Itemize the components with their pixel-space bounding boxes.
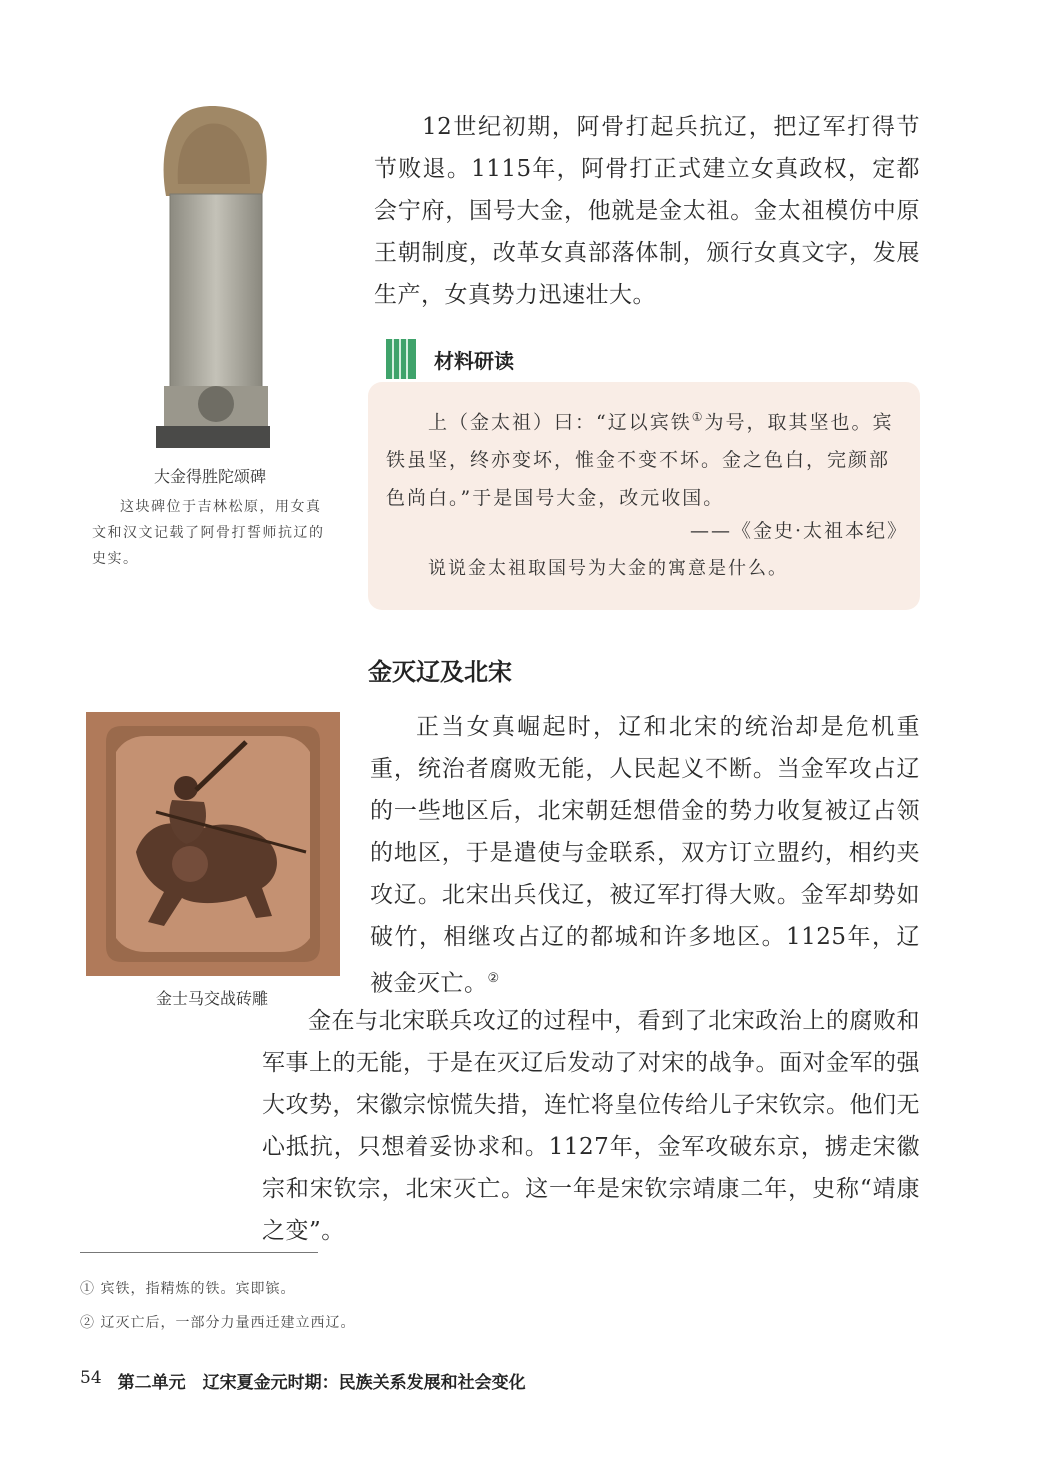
brick-caption-title: 金士马交战砖雕 bbox=[155, 989, 268, 1008]
quote-part-1: 上（金太祖）曰：“辽以宾铁 bbox=[428, 411, 692, 434]
quote-part-2: 为号，取其坚也。宾铁虽坚，终亦变坏，惟金不变不坏。金之色白，完颜部色尚白。”于是国号大金，改元收国。 bbox=[386, 411, 894, 510]
material-heading: 材料研读 bbox=[434, 348, 514, 373]
stele-photo bbox=[150, 104, 275, 450]
footnote-2: ② 辽灭亡后，一部分力量西迁建立西辽。 bbox=[80, 1315, 356, 1331]
section-heading: 金灭辽及北宋 bbox=[368, 658, 512, 686]
material-question: 说说金太祖取国号为大金的寓意是什么。 bbox=[428, 558, 788, 579]
stele-caption-title: 大金得胜陀颂碑 bbox=[153, 467, 266, 486]
page-number: 54 bbox=[80, 1368, 102, 1388]
section-paragraph-2: 金在与北宋联兵攻辽的过程中，看到了北宋政治上的腐败和军事上的无能，于是在灭辽后发动了对宋的战争。面对金军的强大攻势，宋徽宗惊慌失措，连忙将皇位传给儿子宋钦宗。他们无心抵抗，只想着妥协求和。1127年，金军攻破东京，掳走宋徽宗和宋钦宗，北宋灭亡。这一年是宋钦宗靖康二年，史称“靖康之变”。 bbox=[262, 1008, 920, 1244]
brick-carving-photo bbox=[86, 712, 340, 976]
book-icon bbox=[386, 339, 416, 379]
page-footer bbox=[80, 1368, 526, 1393]
material-source: ——《金史·太祖本纪》 bbox=[689, 520, 908, 542]
material-quote bbox=[386, 398, 902, 517]
unit-title: 第二单元 辽宋夏金元时期：民族关系发展和社会变化 bbox=[117, 1373, 526, 1393]
note-marker-1: ① bbox=[691, 410, 705, 424]
material-box bbox=[368, 382, 920, 610]
note-marker-2: ② bbox=[487, 971, 500, 986]
footnote-divider bbox=[80, 1252, 318, 1253]
material-heading-row bbox=[386, 338, 514, 380]
footnote-1: ① 宾铁，指精炼的铁。宾即镔。 bbox=[80, 1281, 296, 1297]
section-paragraph-1-text: 正当女真崛起时，辽和北宋的统治却是危机重重，统治者腐败无能，人民起义不断。当金军攻占辽的一些地区后，北宋朝廷想借金的势力收复被辽占领的地区，于是遣使与金联系，双方订立盟约，相约夹攻辽。北宋出兵伐辽，被辽军打得大败。金军却势如破竹，相继攻占辽的都城和许多地区。1125年，辽被金灭亡。 bbox=[370, 714, 920, 997]
stele-caption-text: 这块碑位于吉林松原，用女真文和汉文记载了阿骨打誓师抗辽的史实。 bbox=[92, 499, 325, 567]
intro-paragraph: 12世纪初期，阿骨打起兵抗辽，把辽军打得节节败退。1115年，阿骨打正式建立女真政权，定都会宁府，国号大金，他就是金太祖。金太祖模仿中原王朝制度，改革女真部落体制，颁行女真文字，发展生产，女真势力迅速壮大。 bbox=[374, 114, 920, 308]
section-paragraph-1 bbox=[370, 706, 920, 1005]
